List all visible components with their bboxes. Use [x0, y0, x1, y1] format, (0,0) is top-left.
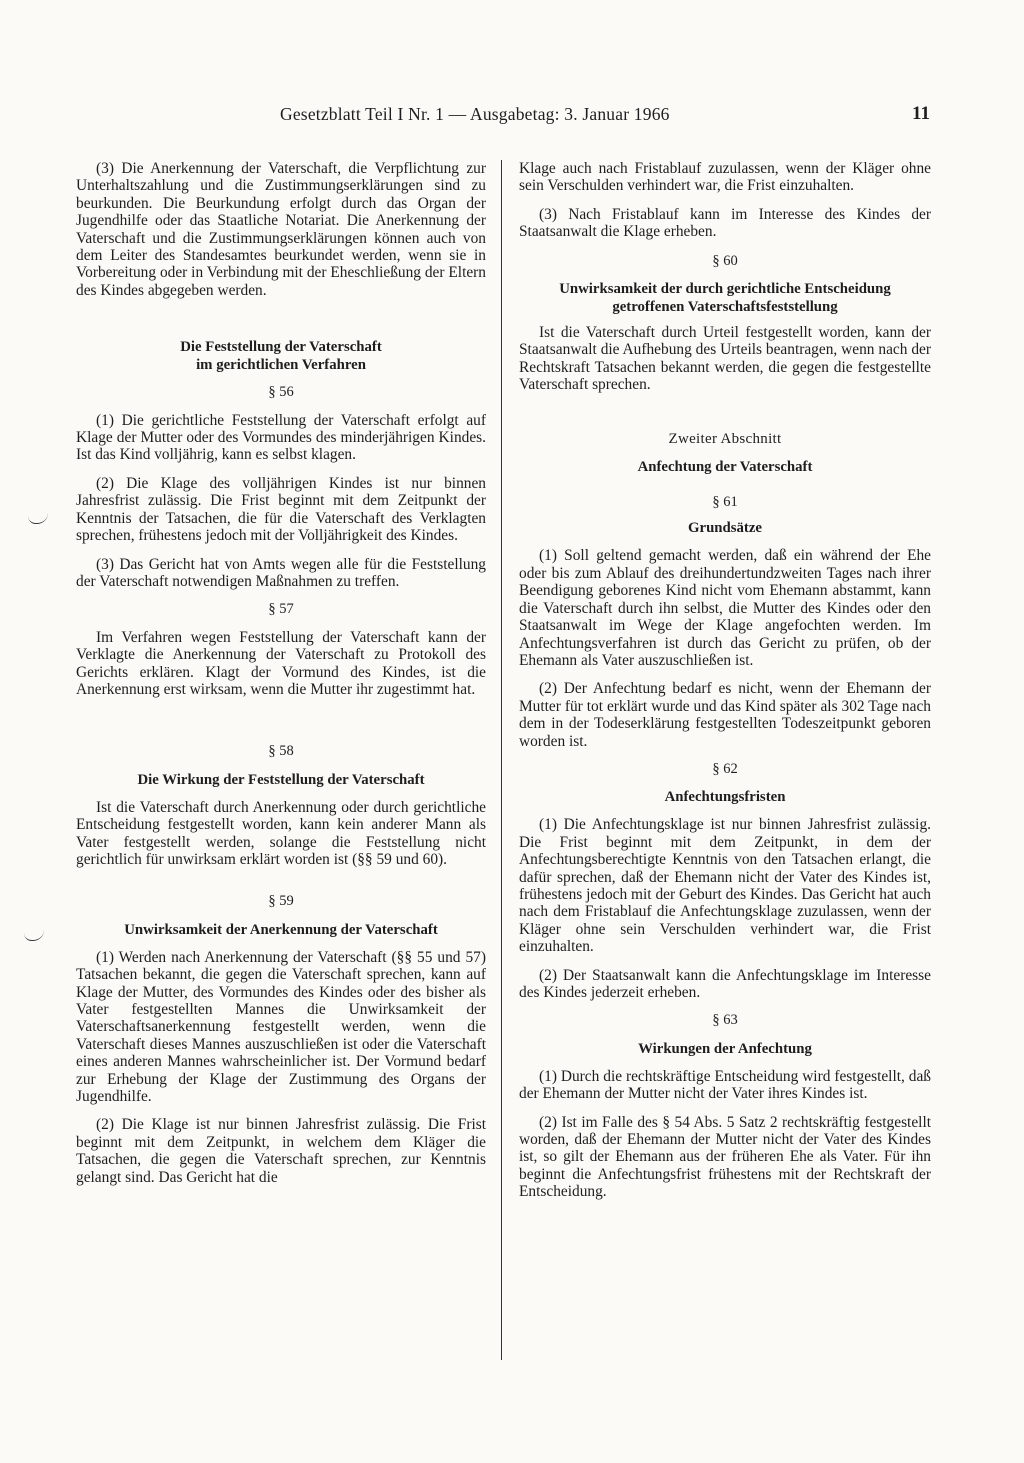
right-column [519, 160, 931, 1201]
paragraph-59-3: (3) Nach Fristablauf kann im Interesse des Kindes der Staatsanwalt die Klage erheben. [519, 205, 931, 241]
page-header [280, 104, 930, 134]
section-number: § 60 [712, 252, 738, 269]
paragraph-56-3: (3) Das Gericht hat von Amts wegen alle für die Feststellung der Vaterschaft notwendigen Maßnahmen zu treffen. [76, 555, 486, 590]
paragraph-62-1: (1) Die Anfechtungsklage ist nur binnen Jahresfrist zulässig. Die Frist beginnt mit dem Zeitpunkt, in dem der Anfechtungsberechtigte Kenntnis von den Tatsachen erlangt, die dafür sprechen, daß der Ehemann nicht der Vater des Kindes ist, frühestens jedoch mit der Geburt des Kindes. Das Gericht hat auch nach dem Fristablauf die Anfechtungsklage zuzulassen, wenn der Kläger ohne sein Verschulden verhindert war, die Frist einzuhalten. [519, 816, 931, 956]
section-heading: Die Wirkung der Feststellung der Vaterschaft [137, 771, 425, 788]
section-heading: Die Feststellung der Vaterschaft [180, 339, 382, 356]
section-heading: getroffenen Vaterschaftsfeststellung [612, 299, 838, 316]
paragraph-55-3: (3) Die Anerkennung der Vaterschaft, die Verpflichtung zur Unterhaltszahlung und die Zustimmungserklärungen sind zu beurkunden. Die Beurkundung erfolgt durch das Organ der Jugendhilfe oder das Staatliche Notariat. Die Anerkennung der Vaterschaft und die Zustimmungserklärungen können auch von dem Leiter des Standesamtes beurkundet werden, wenn sie in Vorbereitung oder in Verbindung mit der Eheschließung der Eltern des Kindes abgegeben werden. [76, 160, 486, 299]
paragraph-59-2-continued: Klage auch nach Fristablauf zuzulassen, wenn der Kläger ohne sein Verschulden verhindert war, die Frist einzuhalten. [519, 160, 931, 195]
column-divider [501, 160, 502, 1360]
paragraph-59-2: (2) Die Klage ist nur binnen Jahresfrist zulässig. Die Frist beginnt mit dem Zeitpunkt, in welchem dem Kläger die Tatsachen, die gegen die Vaterschaft sprechen, zur Kenntnis gelangt sind. Das Gericht hat die [76, 1116, 486, 1186]
paragraph-59-1: (1) Werden nach Anerkennung der Vaterschaft (§§ 55 und 57) Tatsachen bekannt, die gegen die Vaterschaft sprechen, kann auf Klage der Mutter, des Vormundes des Kindes oder des bisher als Vater festgestellten Mannes die Unwirksamkeit der Vaterschaftsanerkennung festgestellt werden, wenn die Vaterschaft dieses Mannes auszuschließen ist oder die Vaterschaft eines anderen Mannes wahrscheinlicher ist. Der Vormund bedarf zur Erhebung der Klage der Zustimmung des Organs der Jugendhilfe. [76, 948, 486, 1106]
paragraph-63-1: (1) Durch die rechtskräftige Entscheidung wird festgestellt, daß der Ehemann der Mutter nicht der Vater ihres Kindes ist. [519, 1067, 931, 1103]
section-heading: Grundsätze [688, 520, 762, 537]
paragraph-61-1: (1) Soll geltend gemacht werden, daß ein während der Ehe oder bis zum Ablauf des dreihundertundzweiten Tages nach ihrer Beendigung geborenes Kind nicht vom Ehemann abstammt, kann die Vaterschaft durch ihn selbst, die Mutter des Kindes oder den Staatsanwalt im Wege der Klage angefochten werden. Im Anfechtungsverfahren ist durch das Gericht zu prüfen, ob der Ehemann als Vater auszuschließen ist. [519, 547, 931, 669]
paragraph-61-2: (2) Der Anfechtung bedarf es nicht, wenn der Ehemann der Mutter für tot erklärt wurde und das Kind später als 302 Tage nach dem in der Todeserklärung festgestellten Todeszeitpunkt geboren worden ist. [519, 680, 931, 750]
section-heading: Anfechtungsfristen [664, 789, 786, 806]
section-number: § 59 [268, 893, 294, 910]
section-number: § 61 [712, 494, 738, 511]
left-column [76, 160, 486, 1186]
margin-mark [28, 513, 48, 524]
paragraph-56-1: (1) Die gerichtliche Feststellung der Vaterschaft erfolgt auf Klage der Mutter oder des Vormundes des minderjährigen Kindes. Ist das Kind volljährig, kann es selbst klagen. [76, 411, 486, 464]
margin-mark [24, 930, 44, 941]
section-number: § 58 [268, 743, 294, 760]
chapter-title: Zweiter Abschnitt [668, 430, 782, 447]
paragraph-60: Ist die Vaterschaft durch Urteil festgestellt worden, kann der Staatsanwalt die Aufhebung des Urteils beantragen, wenn nach der Rechtskraft Tatsachen bekannt werden, die gegen die festgestellte Vaterschaft sprechen. [519, 324, 931, 394]
page-number: 11 [912, 103, 930, 124]
section-number: § 62 [712, 760, 738, 777]
section-number: § 63 [712, 1012, 738, 1029]
paragraph-63-2: (2) Ist im Falle des § 54 Abs. 5 Satz 2 rechtskräftig festgestellt worden, daß der Ehemann der Mutter nicht der Vater des Kindes ist, so gilt der Ehemann aus der früheren Ehe als Vater. Für ihn beginnt die Anfechtungsfrist frühestens mit der Rechtskraft der Entscheidung. [519, 1113, 931, 1201]
paragraph-57: Im Verfahren wegen Feststellung der Vaterschaft kann der Verklagte die Anerkennung der Vaterschaft zu Protokoll des Gerichts erklären. Klagt der Vormund des Kindes, ist die Anerkennung erst wirksam, wenn die Mutter ihr zugestimmt hat. [76, 628, 486, 698]
section-heading: Unwirksamkeit der Anerkennung der Vaterschaft [124, 921, 438, 938]
section-heading: Wirkungen der Anfechtung [638, 1040, 812, 1057]
section-number: § 56 [268, 384, 294, 401]
paragraph-56-2: (2) Die Klage des volljährigen Kindes ist nur binnen Jahresfrist zulässig. Die Frist beginnt mit dem Zeitpunkt der Kenntnis der Tatsachen, die für die Vaterschaft des Verklagten sprechen, frühestens jedoch mit der Volljährigkeit des Kindes. [76, 474, 486, 545]
section-number: § 57 [268, 601, 294, 618]
section-heading: im gerichtlichen Verfahren [196, 357, 366, 374]
paragraph-62-2: (2) Der Staatsanwalt kann die Anfechtungsklage im Interesse des Kindes jederzeit erheben. [519, 966, 931, 1001]
chapter-heading: Anfechtung der Vaterschaft [637, 459, 813, 476]
section-heading: Unwirksamkeit der durch gerichtliche Entscheidung [559, 281, 891, 298]
header-title: Gesetzblatt Teil I Nr. 1 — Ausgabetag: 3. Januar 1966 [280, 104, 670, 124]
paragraph-58: Ist die Vaterschaft durch Anerkennung oder durch gerichtliche Entscheidung festgestellt worden, kann kein anderer Mann als Vater festgestellt werden, solange die Feststellung nicht gerichtlich für unwirksam erklärt worden ist (§§ 59 und 60). [76, 798, 486, 868]
